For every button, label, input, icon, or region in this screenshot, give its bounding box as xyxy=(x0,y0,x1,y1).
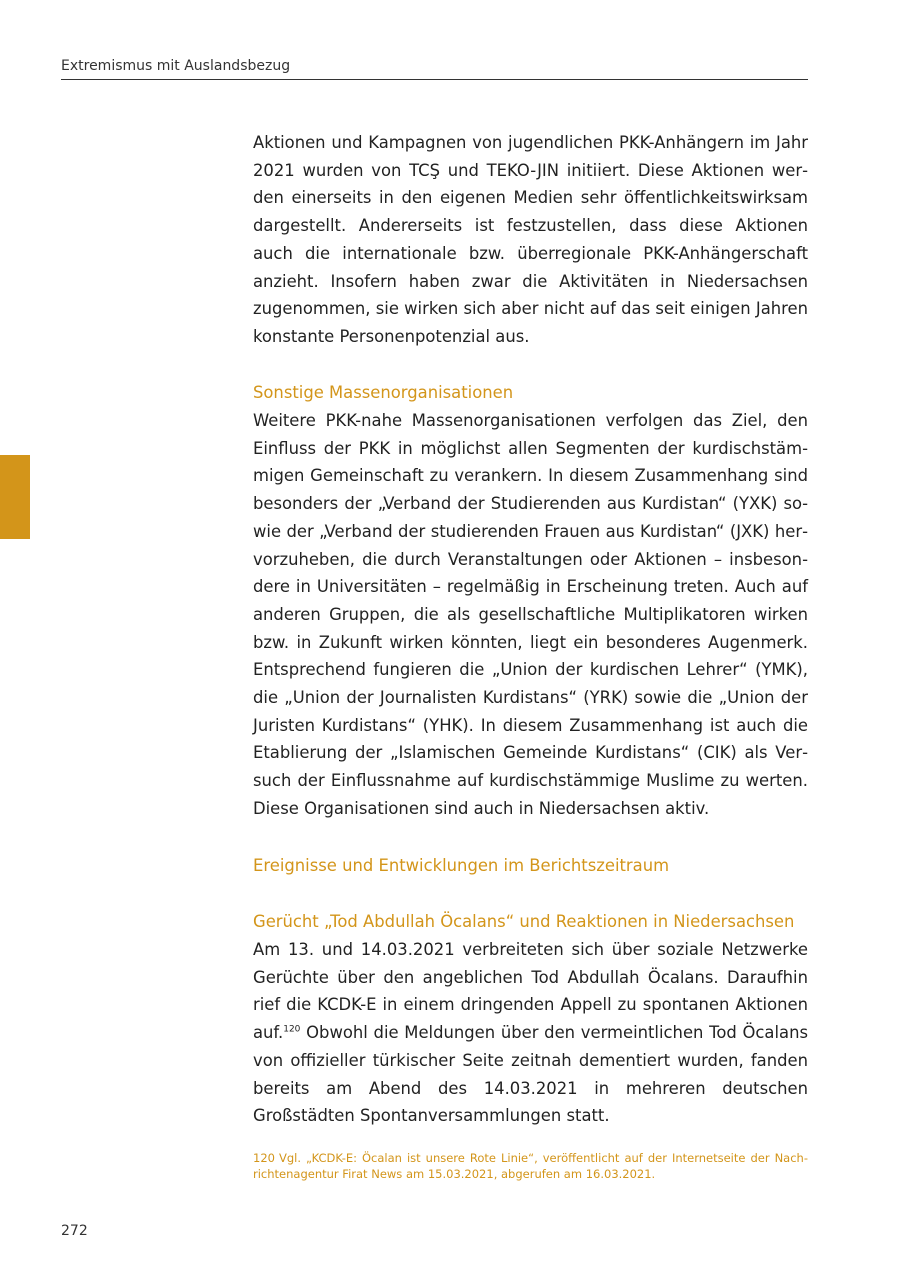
section-heading-events: Ereignisse und Entwicklungen im Berichtszeitraum xyxy=(253,856,670,875)
chapter-marker-tab xyxy=(0,455,30,539)
footnote-text: Vgl. „KCDK-E: Öcalan ist unsere Rote Linie“, veröffentlicht auf der Internetseite der Nachrichtenagentur Firat News am 15.03.2021, abgerufen am 16.03.2021. xyxy=(253,1151,808,1181)
footnote xyxy=(253,1150,808,1182)
page-number: 272 xyxy=(61,1223,88,1239)
mass-organisations-paragraph: Weitere PKK-nahe Massenorganisationen verfolgen das Ziel, den Einfluss der PKK in möglichst allen Segmenten der kurdischstämmigen Gemeinschaft zu verankern. In diesem Zusammenhang sind besonders der „Verband der Studierenden aus Kurdistan“ (YXK) sowie der „Verband der studierenden Frauen aus Kurdistan“ (JXK) hervorzuheben, die durch Veranstaltungen oder Aktionen – insbesondere in Universitäten – regelmäßig in Erscheinung treten. Auch auf anderen Gruppen, die als gesellschaftliche Multiplikatoren wirken bzw. in Zukunft wirken könnten, liegt ein besonderes Augenmerk. Entsprechend fungieren die „Union der kurdischen Lehrer“ (YMK), die „Union der Journalisten Kurdistans“ (YRK) sowie die „Union der Juristen Kurdistans“ (YHK). In diesem Zusammenhang ist auch die Etablierung der „Islamischen Gemeinde Kurdistans“ (CIK) als Versuch der Einflussnahme auf kurdischstämmige Muslime zu werten. Diese Organisationen sind auch in Niedersachsen aktiv. xyxy=(253,411,808,818)
rumour-text-part1: Am 13. und 14.03.2021 verbreiteten sich über soziale Netzwerke Gerüchte über den angeblichen Tod Abdullah Öcalans. Daraufhin rief die KCDK-E in einem dringenden Appell zu spontanen Aktionen auf. xyxy=(253,940,808,1043)
rumour-text-part2: Obwohl die Meldungen über den vermeintlichen Tod Öcalans von offizieller türkischer Seite zeitnah dementiert wurden, fanden bereits am Abend des 14.03.2021 in mehreren deutschen Großstädten Spontanversammlungen statt. xyxy=(253,1023,808,1126)
intro-paragraph: Aktionen und Kampagnen von jugendlichen PKK-Anhängern im Jahr 2021 wurden von TCŞ und TEKO-JIN initiiert. Diese Aktionen werden einerseits in den eigenen Medien sehr öffentlichkeitswirksam dargestellt. Andererseits ist festzustellen, dass diese Aktionen auch die internationale bzw. überregionale PKK-Anhängerschaft anzieht. Insofern haben zwar die Aktivitäten in Niedersachsen zugenommen, sie wirken sich aber nicht auf das seit einigen Jahren konstante Personenpotenzial aus. xyxy=(253,133,808,346)
section-heading-rumour: Gerücht „Tod Abdullah Öcalans“ und Reaktionen in Niedersachsen xyxy=(253,912,795,931)
footnote-number: 120 xyxy=(253,1151,275,1165)
running-header: Extremismus mit Auslandsbezug xyxy=(61,58,808,80)
footnote-reference: 120 xyxy=(283,1024,301,1035)
rumour-paragraph xyxy=(253,936,808,1130)
section-heading-mass-organisations: Sonstige Massenorganisationen xyxy=(253,383,514,402)
